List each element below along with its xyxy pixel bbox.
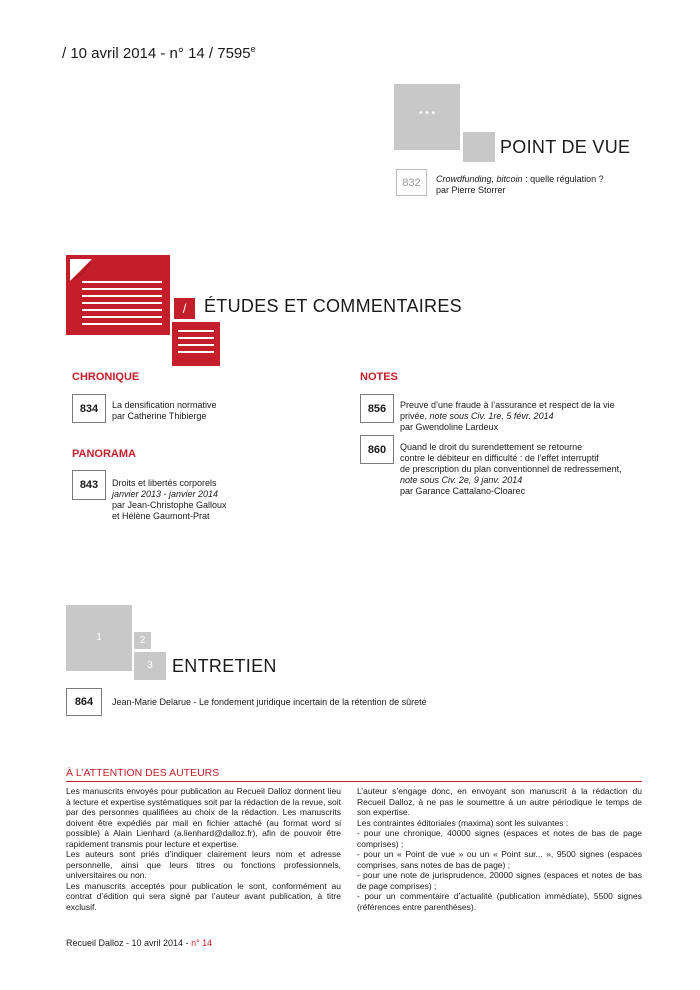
entry-surendettement[interactable]: Quand le droit du surendettement se retourne contre le débiteur en difficulté : de l’effet interruptif de prescription du plan conventionnel de redressement, note sous Civ. 2e, 9 janv. 2014 par Garance Cattalano-Cloarec	[400, 442, 622, 496]
entretien-square-3: 3	[134, 652, 166, 680]
point-de-vue-title: POINT DE VUE	[500, 137, 631, 157]
page-footer: Recueil Dalloz - 10 avril 2014 - n° 14	[66, 938, 213, 948]
notes-label: NOTES	[360, 371, 398, 383]
entretien-square-1: 1	[66, 605, 132, 671]
attention-paragraph: - pour un commentaire d’actualité (publication immédiate), 5500 signes (références entre parenthèses).	[357, 891, 642, 912]
entry-droits-libertes[interactable]: Droits et libertés corporels janvier 2013 - janvier 2014 par Jean-Christophe Galloux et Hélène Gaumont-Prat	[112, 478, 227, 521]
entretien-square-2: 2	[134, 632, 151, 649]
page-number-832[interactable]: 832	[396, 169, 427, 196]
entry-crowdfunding[interactable]: Crowdfunding, bitcoin : quelle régulation ? par Pierre Storrer	[436, 174, 604, 195]
page-number-864[interactable]: 864	[66, 688, 102, 716]
attention-paragraph: Les auteurs sont priés d’indiquer clairement leurs nom et adresse personnelle, ainsi que leurs titres ou fonctions professionnels, universitaires ou non.	[66, 849, 341, 880]
attention-divider	[66, 781, 642, 782]
etudes-title: ÉTUDES ET COMMENTAIRES	[204, 296, 462, 316]
entry-preuve-fraude[interactable]: Preuve d’une fraude à l’assurance et respect de la vie privée, note sous Civ. 1re, 5 févr. 2014 par Gwendoline Lardeux	[400, 400, 615, 432]
etudes-document-icon	[66, 255, 170, 335]
entretien-title: ENTRETIEN	[172, 656, 277, 676]
page-number-860[interactable]: 860	[360, 435, 394, 464]
issue-header: / 10 avril 2014 - n° 14 / 7595e	[62, 44, 256, 62]
panorama-label: PANORAMA	[72, 448, 136, 460]
attention-paragraph: L’auteur s’engage donc, en envoyant son manuscrit à la rédaction du Recueil Dalloz, à ne pas le soumettre à un autre périodique le temps de son expertise.	[357, 786, 642, 817]
etudes-document-icon-small	[172, 322, 220, 366]
attention-left-column	[66, 786, 341, 912]
page-number-843[interactable]: 843	[72, 470, 106, 500]
etudes-slash-box: /	[174, 298, 195, 319]
point-de-vue-icon: • • •	[394, 84, 460, 150]
point-de-vue-square-small	[463, 132, 495, 162]
page-number-834[interactable]: 834	[72, 394, 106, 423]
attention-right-column	[357, 786, 642, 912]
page-number-856[interactable]: 856	[360, 394, 394, 423]
attention-paragraph: Les manuscrits acceptés pour publication le sont, conformément au contrat d’édition qui sera signé par l’auteur avant publication, à titre exclusif.	[66, 880, 341, 912]
attention-paragraph: Les contraintes éditoriales (maxima) sont les suivantes :	[357, 817, 569, 828]
attention-paragraph: - pour un « Point de vue » ou un « Point sur... », 9500 signes (espaces comprises, sans notes de bas de page) ;	[357, 849, 642, 870]
attention-paragraph: Les manuscrits envoyés pour publication au Recueil Dalloz donnent lieu à lecture et expertise systématiques soit par la rédaction de la revue, soit par des personnes qualifiées au choix de la rédaction. Les manuscrits doivent être expédiés par mail en fichier attaché (au format word si possible) à Alain Lienhard (a.lienhard@dalloz.fr), afin de pouvoir être rapidement transmis pour lecture et expertise.	[66, 786, 341, 849]
entry-densification[interactable]: La densification normative par Catherine Thibierge	[112, 400, 217, 421]
attention-paragraph: - pour une chronique, 40000 signes (espaces et notes de bas de page comprises) ;	[357, 828, 642, 849]
entry-delarue[interactable]: Jean-Marie Delarue - Le fondement juridique incertain de la rétention de sûreté	[112, 697, 427, 707]
attention-paragraph: - pour une note de jurisprudence, 20000 signes (espaces et notes de bas de page comprises) ;	[357, 870, 642, 891]
attention-title: À L’ATTENTION DES AUTEURS	[66, 767, 220, 779]
chronique-label: CHRONIQUE	[72, 371, 140, 383]
